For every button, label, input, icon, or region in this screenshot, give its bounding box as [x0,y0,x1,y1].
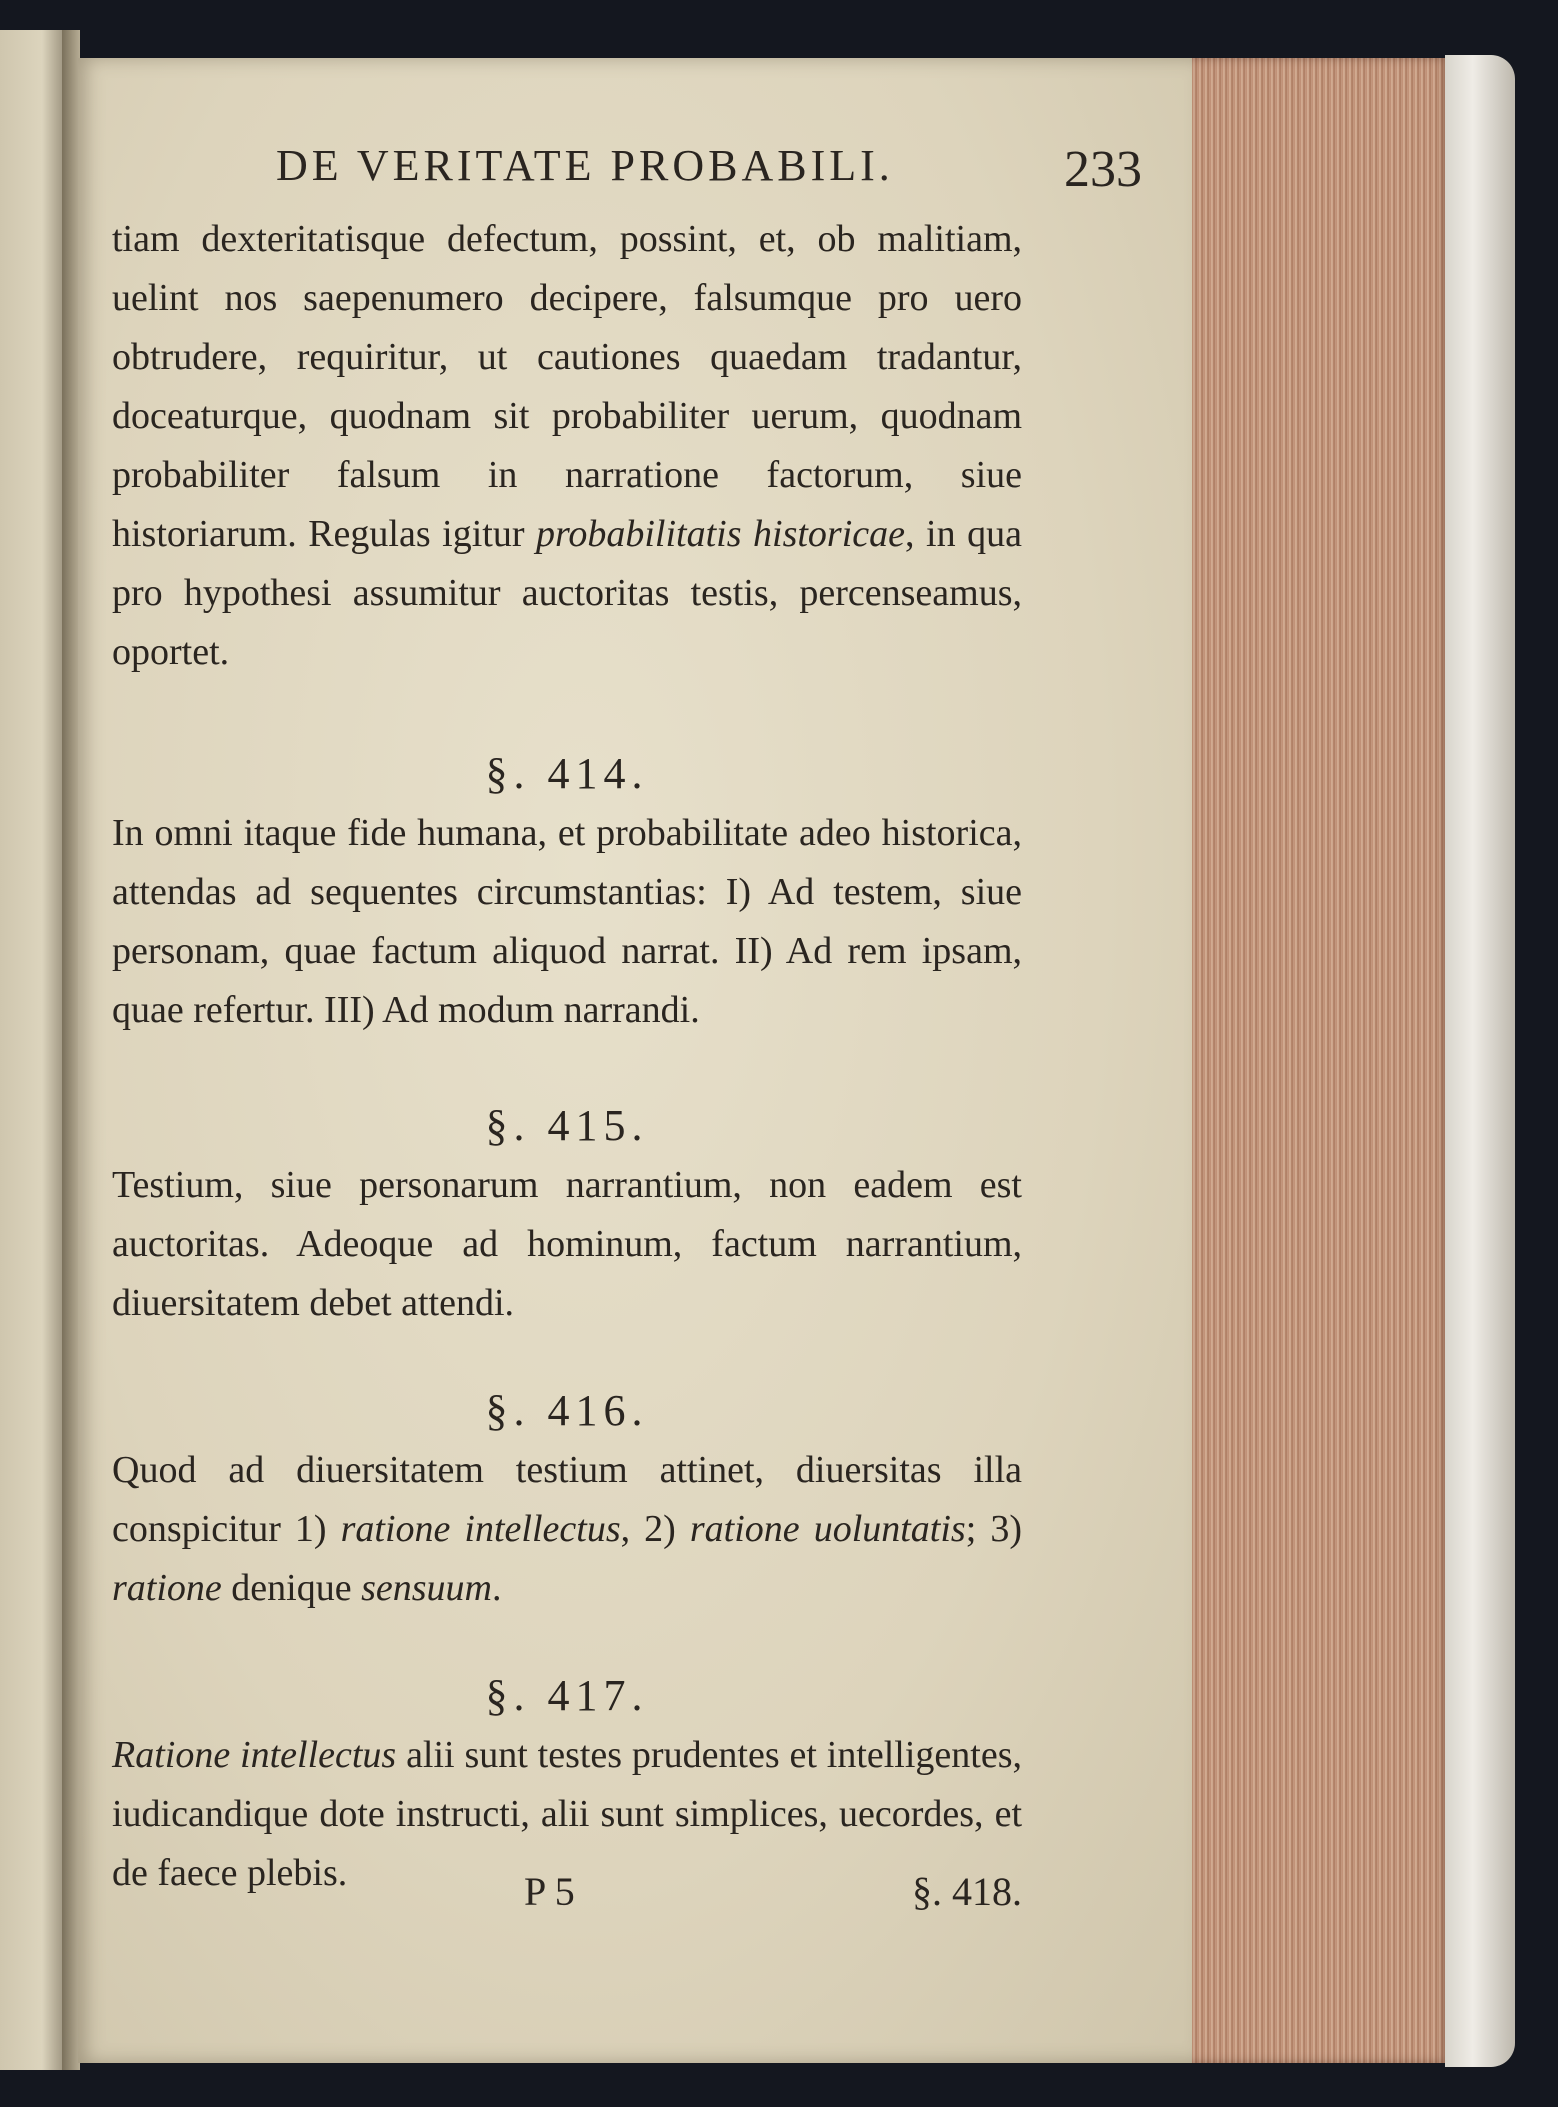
section-heading-416: §. 416. [485,1386,649,1435]
section-heading-417: §. 417. [485,1671,649,1720]
intro-text-1: tiam dexteritatisque defectum, possint, et, ob malitiam, uelint nos saepenumero decipere, falsumque pro uero obtrudere, requiritur, ut cautiones quaedam tradantur, doceaturque, quodnam sit probabiliter uerum, quodnam probabiliter falsum in narratione factorum, siue historiarum. Regulas igitur [112,218,1022,555]
s416-text-3: ; 3) [965,1508,1022,1550]
s416-emphasis-4: sensuum [361,1567,492,1609]
s417-emphasis-1: Ratione intellectus [112,1734,397,1776]
s416-text-5: . [491,1567,502,1609]
body-text [112,210,1022,1903]
book-cover [1445,55,1515,2067]
running-head [194,140,1142,200]
facing-page-edge [0,30,70,2070]
s416-emphasis-3: ratione [112,1567,222,1609]
section-text-415: Testium, siue personarum narrantium, non eadem est auctoritas. Adeoque ad hominum, factum narrantium, diuersitatem debet attendi. [112,1164,1022,1324]
intro-paragraph [112,210,1022,682]
catchword: §. 418. [912,1869,1022,1914]
running-head-title: DE VERITATE PROBABILI. [276,141,894,190]
s416-text-4: denique [221,1567,362,1609]
s416-text-2: , 2) [620,1508,690,1550]
s416-emphasis-1: ratione intellectus [340,1508,621,1550]
page-block-edges [1192,58,1450,2063]
s417-text-1: alii sunt testes prudentes et intelligentes, iudicandique dote instructi, alii sunt simplices, uecordes, et de faece plebis. [112,1734,1022,1894]
section-heading-415: §. 415. [485,1101,649,1150]
section-text-414: In omni itaque fide humana, et probabilitate adeo historica, attendas ad sequentes circumstantias: I) Ad testem, siue personam, quae factum aliquod narrat. II) Ad rem ipsam, quae refertur. III) Ad modum narrandi. [112,812,1022,1031]
s416-emphasis-2: ratione uoluntatis [689,1508,966,1550]
intro-text-2: , in qua pro hypothesi assumitur auctoritas testis, percenseamus, oportet. [112,513,1022,673]
page-footer [112,1868,1022,1928]
section-text-416 [112,1441,1022,1618]
signature-mark: P 5 [524,1869,575,1914]
page-number: 233 [1064,141,1142,198]
s416-text-1: Quod ad diuersitatem testium attinet, diuersitas illa conspicitur 1) [112,1449,1022,1550]
section-heading-414: §. 414. [485,749,649,798]
intro-emphasis: probabilitatis historicae [536,513,906,555]
